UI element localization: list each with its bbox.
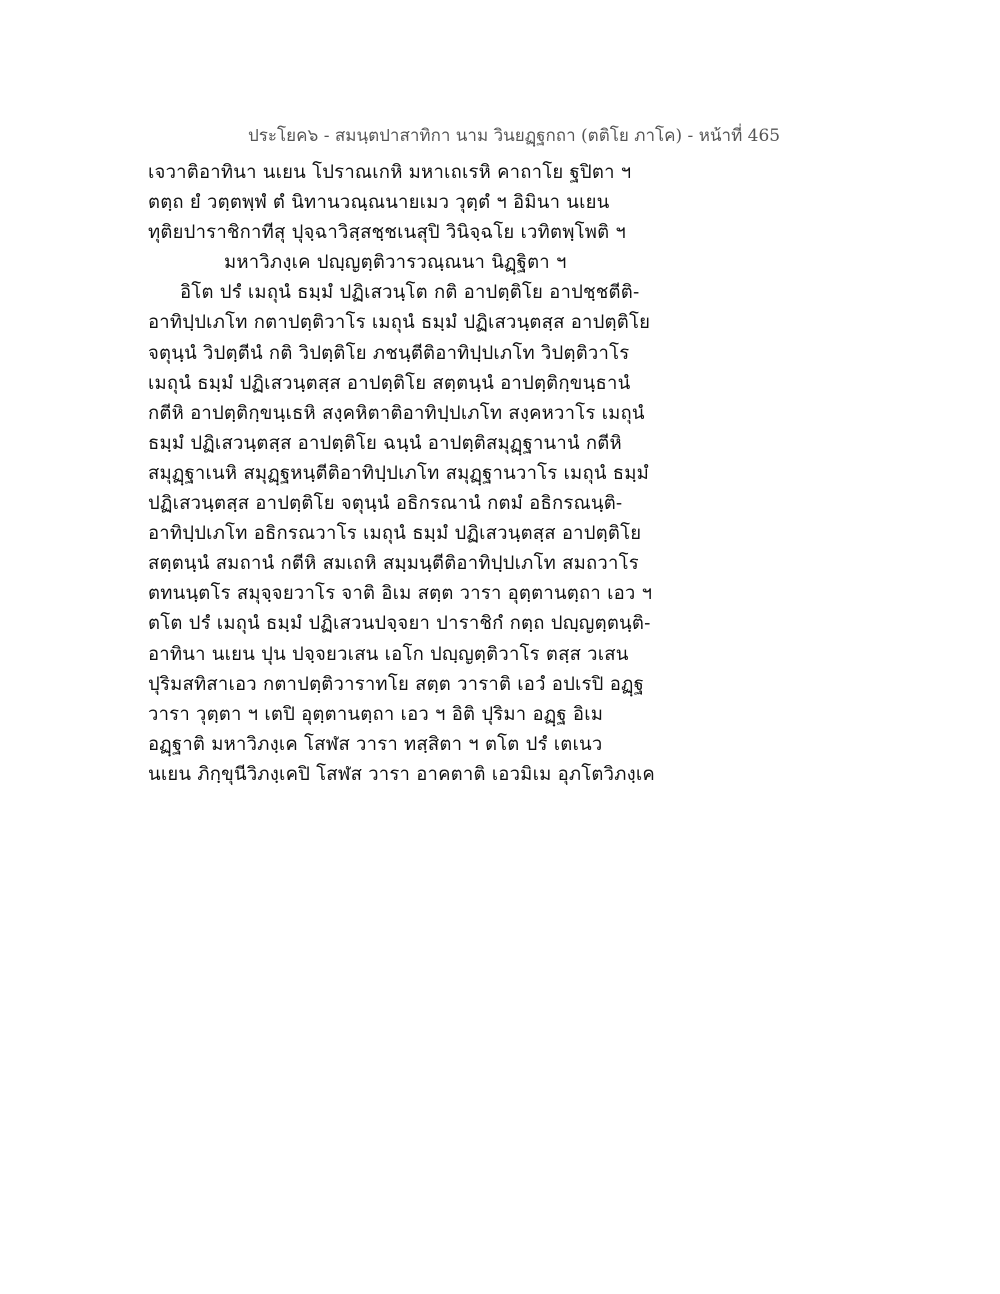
body-text [148,158,708,790]
text-line: เจวาติอาทินา นเยน โปราณเกหิ มหาเถเรหิ คาถาโย ฐปิตา ฯ [148,162,632,183]
text-line: ปุริมสทิสาเอว กตาปตฺติวาราทโย สตฺต วาราติ เอวํ อปเรปิ อฏฺฐ [148,673,645,695]
text-line: ทุติยปาราชิกาทีสุ ปุจฺฉาวิสฺสชฺชเนสุปิ วินิจฺฉโย เวทิตพฺโพติ ฯ [148,222,627,244]
text-line: สตฺตนฺนํ สมถานํ กตีหิ สมเถหิ สมฺมนฺตีติอาทิปฺปเภโท สมถวาโร [148,553,639,575]
text-line: อาทิปฺปเภโท อธิกรณวาโร เมถุนํ ธมฺมํ ปฏิเสวนฺตสฺส อาปตฺติโย [148,523,642,545]
text-line: อาทิปฺปเภโท กตาปตฺติวาโร เมถุนํ ธมฺมํ ปฏิเสวนฺตสฺส อาปตฺติโย [148,312,651,334]
running-header: ประโยค๖ - สมนฺตปาสาทิกา นาม วินยฏฺฐกถา (ตติโย ภาโค) - หน้าที่ 465 [248,126,781,146]
text-line: ตตฺถ ยํ วตฺตพฺพํ ตํ นิทานวณฺณนายเมว วุตฺตํ ฯ อิมินา นเยน [148,192,610,214]
text-line: ตโต ปรํ เมถุนํ ธมฺมํ ปฏิเสวนปจฺจยา ปาราชิกํ กตฺถ ปญฺญตฺตนฺติ- [148,613,651,635]
text-line: กตีหิ อาปตฺติกฺขนฺเธหิ สงฺคหิตาติอาทิปฺปเภโท สงฺคหวาโร เมถุนํ [148,402,645,424]
text-line: จตุนฺนํ วิปตฺตีนํ กติ วิปตฺติโย ภชนฺตีติอาทิปฺปเภโท วิปตฺติวาโร [148,342,630,364]
text-line: วารา วุตฺตา ฯ เตปิ อุตฺตานตฺถา เอว ฯ อิติ ปุริมา อฏฺฐ อิเม [148,703,604,725]
text-line: ปฏิเสวนฺตสฺส อาปตฺติโย จตุนฺนํ อธิกรณานํ กตมํ อธิกรณนฺติ- [148,493,623,515]
text-line: ธมฺมํ ปฏิเสวนฺตสฺส อาปตฺติโย ฉนฺนํ อาปตฺติสมุฏฺฐานานํ กตีหิ [148,432,622,454]
text-line: อาทินา นเยน ปุน ปจฺจยวเสน เอโก ปญฺญตฺติวาโร ตสฺส วเสน [148,643,629,665]
text-line: เมถุนํ ธมฺมํ ปฏิเสวนฺตสฺส อาปตฺติโย สตฺตนฺนํ อาปตฺติกฺขนฺธานํ [148,372,631,394]
text-line: อฏฺฐาติ มหาวิภงฺเค โสฬส วารา ทสฺสิตา ฯ ตโต ปรํ เตเนว [148,733,603,755]
section-end-heading: มหาวิภงฺเค ปญฺญตฺติวารวณฺณนา นิฏฺฐิตา ฯ [224,252,567,274]
paragraph-first-line: อิโต ปรํ เมถุนํ ธมฺมํ ปฏิเสวนฺโต กติ อาปตฺติโย อาปชฺชตีติ- [180,282,640,304]
text-line: นเยน ภิกฺขุนีวิภงฺเคปิ โสฬส วารา อาคตาติ เอวมิเม อุภโตวิภงฺเค [148,763,655,785]
text-line: ตทนนฺตโร สมุจฺจยวาโร จาติ อิเม สตฺต วารา อุตฺตานตฺถา เอว ฯ [148,583,653,605]
text-line: สมุฏฺฐาเนหิ สมุฏฺฐหนฺตีติอาทิปฺปเภโท สมุฏฺฐานวาโร เมถุนํ ธมฺมํ [148,462,650,484]
